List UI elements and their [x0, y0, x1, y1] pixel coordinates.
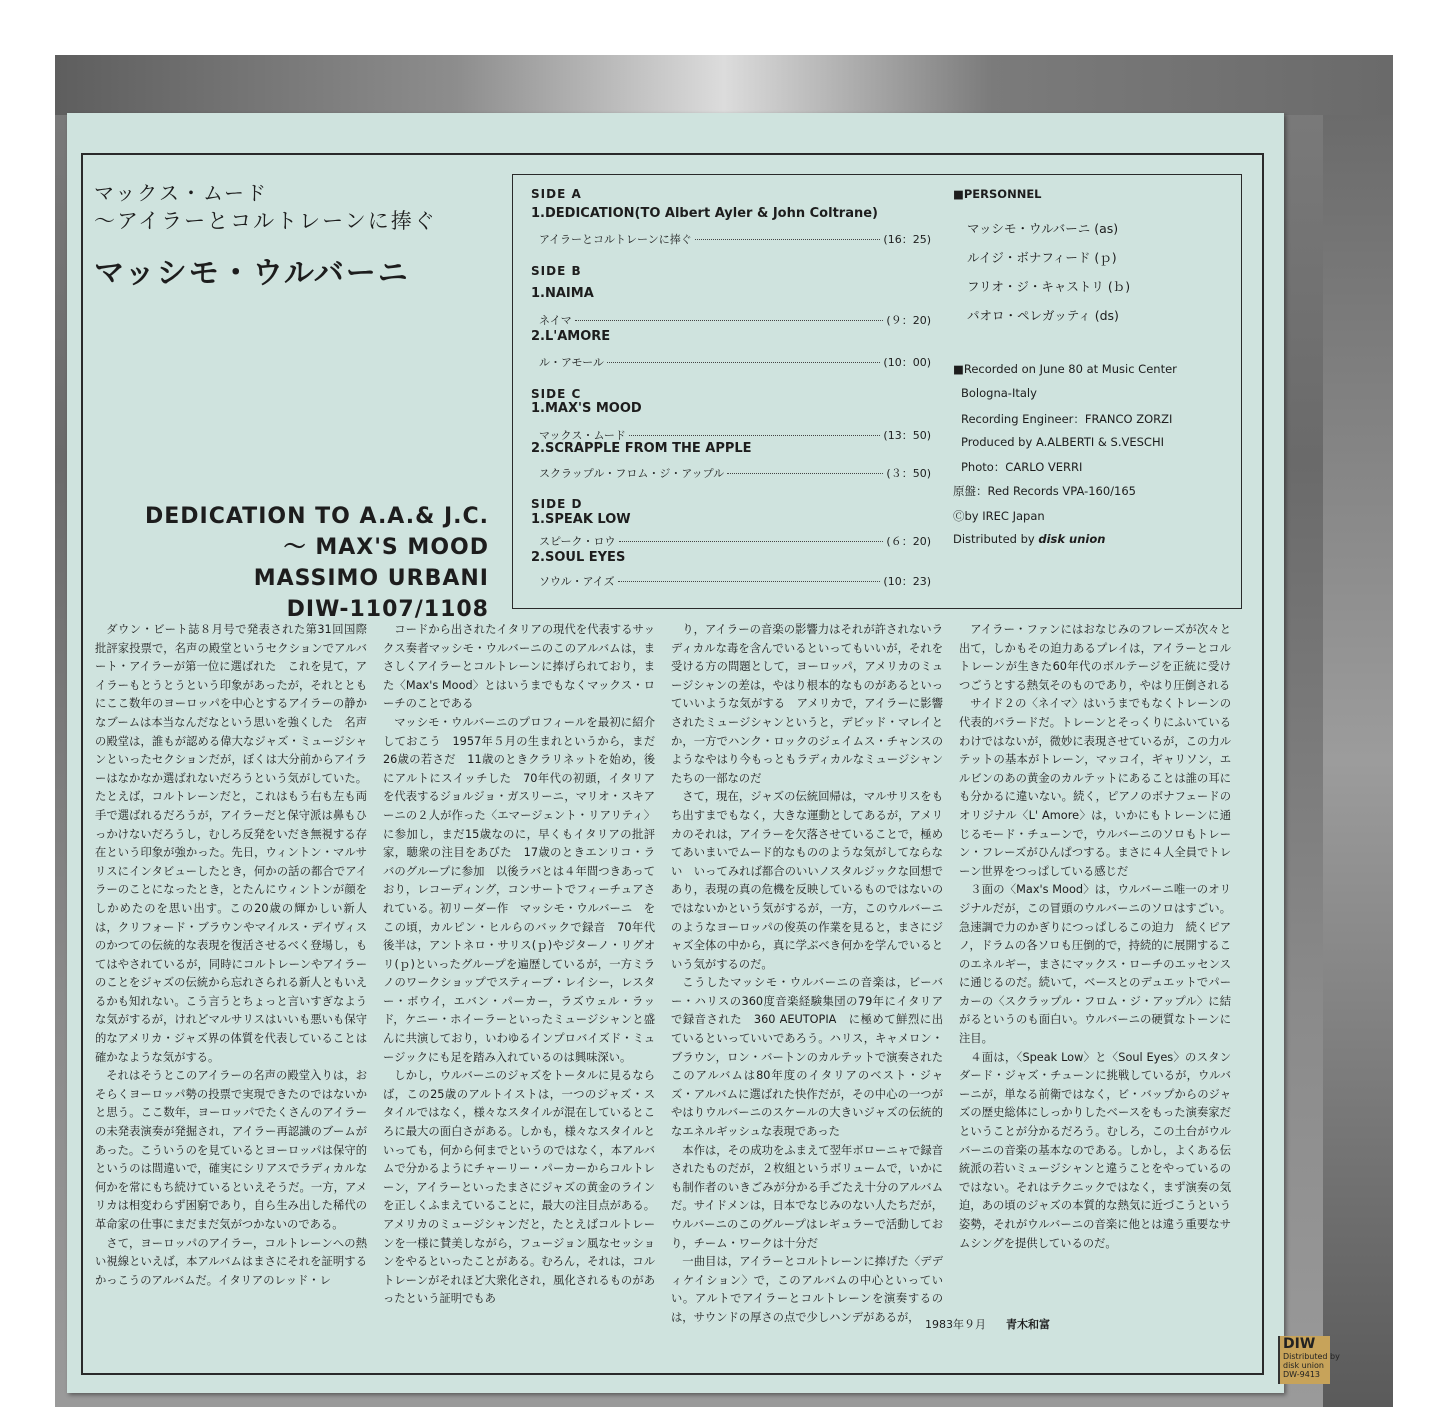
personnel-member: パオロ・ペレガッティ (ds)	[967, 308, 1119, 323]
track-time: (10：23)	[883, 575, 931, 588]
personnel-member: フリオ・ジ・キャストリ (ｂ)	[967, 279, 1131, 294]
track-jp: スピーク・ロウ	[539, 535, 616, 548]
notes-paragraph: コードから出されたイタリアの現代を代表するサックス奏者マッシモ・ウルバーニのこのアルバムは，まさしくアイラーとコルトレーンに捧げられており，また〈Max's Mood〉とはいうまでもなくマックス・ローチのことである	[383, 623, 655, 711]
side-label: SIDE B	[531, 264, 582, 278]
track-time: (10：00)	[883, 356, 931, 369]
notes-paragraph: 本作は，その成功をふまえて翌年ボローニャで録音されたものだが，２枚組というボリュームで，いかにも制作者のいきごみが分かる手ごたえ十分のアルバムだ。サイドメンは，日本でなじみのない人たちだが，ウルバーニのこのグループはレギュラーで活動しており，チーム・ワークは十分だ	[671, 1143, 943, 1250]
recording-engineer: Recording Engineer：FRANCO ZORZI	[961, 412, 1173, 426]
track-title: 1.SPEAK LOW	[531, 512, 631, 527]
notes-paragraph: さて，ヨーロッパのアイラー，コルトレーンへの熱い視線といえば，本アルバムはまさにそれを証明するかっこうのアルバムだ。イタリアのレッド・レ	[95, 1236, 367, 1287]
liner-notes-sheet	[67, 113, 1284, 1393]
side-label: SIDE D	[531, 497, 583, 511]
recorded-info: ■Recorded on June 80 at Music Center	[953, 362, 1177, 376]
track-title: 2.L'AMORE	[531, 329, 611, 344]
track-time: (13：50)	[883, 429, 931, 442]
copyright: Ⓒby IREC Japan	[953, 509, 1045, 523]
liner-notes-columns	[95, 621, 1245, 1341]
producer: Produced by A.ALBERTI & S.VESCHI	[961, 435, 1165, 449]
notes-paragraph: しかし，ウルバーニのジャズをトータルに見るならば，この25歳のアルトイストは，一つのジャズ・スタイルではなく，様々なスタイルが混在しているところに最大の面白さがある。しかも，様々なスタイルといっても，何から何までというのではなく，本アルバムで分かるようにチャーリー・パーカーからコルトレーン，アイラーといったまさにジャズの黄金のラインを正しくふまえていることに，最大の注目点がある。アメリカのミュージシャンだと，たとえばコルトレーンを一様に賛美しながら，フュージョン風なセッションをやるといったことがある。むろん，それは，コルトレーンがそれほど大衆化され，風化されるものがあったという証明でもあ	[383, 1069, 655, 1306]
track-title: 1.MAX'S MOOD	[531, 401, 642, 416]
personnel-heading: ■PERSONNEL	[953, 187, 1042, 201]
notes-paragraph: マッシモ・ウルバーニのプロフィールを最初に紹介しておこう 1957年５月の生まれというから，まだ26歳の若さだ 11歳のときクラリネットを始め，後にアルトにスイッチした 70年代の初頭，イタリアを代表するジョルジョ・ガスリーニ，マリオ・スキアーニの２人が作った〈エマージェント・リアリティ〉に参加し，まだ15歳なのに，早くもイタリアの批評家，聴衆の注目をあびた 17歳のときエンリコ・ラバのグループに参加 以後ラバとは４年間つきあっており，レコーディング，コンサートでフィーチュアされている。初リーダー作 マッシモ・ウルバーニ をこの頃，カルピン・ヒルらのバックで録音 70年代後半は，アントネロ・サリス(ｐ)やジターノ・リグオリ(ｐ)といったグループを遍歴しているが，一方ミラノのワークショップでスティーブ・レイシー，レスター・ボウイ，エバン・パーカー，ラズウェル・ラッド，ケニー・ホイーラーといったミュージシャンと盛んに共演しており，いわゆるインプロバイズド・ミュージックにも足を踏み入れているのは興味深い。	[383, 715, 655, 1064]
track-title: 1.DEDICATION(TO Albert Ayler & John Coltrane)	[531, 206, 878, 221]
notes-date: 1983年９月	[925, 1318, 986, 1331]
track-subline	[539, 231, 931, 247]
jp-title-line1: マックス・ムード	[94, 181, 268, 205]
notes-paragraph: ダウン・ビート誌８月号で発表された第31回国際批評家投票で，名声の殿堂というセクションでアルバート・アイラーが第一位に選ばれた これを見て，アイラーもとうとうという印象があったが，それとともにここ数年のヨーロッパを中心とするアイラーの静かなブームは本当なんだなという思いを強くした 名声の殿堂は，誰もが認める偉大なジャズ・ミュージシャンといったセクションだが，ぼくは大分前からアイラーはなかなか選ばれないだろうという気がしていた。たとえば，コルトレーンだと，これはもう右も左も両手で選ばれるだろうが，アイラーだと保守派は鼻もひっかけないだろうし，むしろ反発をいだき無視する存在という印象が強かった。先日，ウィントン・マルサリスにインタビューしたとき，何かの話の都合でアイラーのことになったとき，とたんにウィントンが顔をしかめたのを思い出す。この20歳の輝かしい新人は，クリフォード・ブラウンやマイルス・デイヴィスのかつての伝統的な表現を復活させるべく登場し，もてはやされているが，同時にコルトレーンやアイラーのことをジャズの伝統から忘れさられる新人ともいえるかも知れない。こう言うとちょっと言いすぎなような気がするが，けれどマルサリスはいいも悪いも保守的なアメリカ・ジャズ界の体質を代表していることは確かなような気がする。	[95, 623, 367, 1064]
jp-artist-name: マッシモ・ウルバーニ	[94, 256, 410, 291]
notes-paragraph: こうしたマッシモ・ウルバーニの音楽は，ビーバー・ハリスの360度音楽経験集団の79年にイタリアで録音された 360 AEUTOPIA に極めて鮮烈に出ているといっていいであろう。ハリス，キャメロン・ブラウン，ロン・バートンのカルテットで演奏されたこのアルバムは80年度のイタリアのベスト・ジャズ・アルバムに選ばれた快作だが，その中心の一つがやはりウルバーニのスケールの大きいジャズの伝統的なエネルギッシュな表現であった	[671, 976, 943, 1139]
track-jp: ネイマ	[539, 314, 572, 327]
notes-paragraph: ３面の〈Max's Mood〉は，ウルバーニ唯一のオリジナルだが，この冒頭のウルバーニのソロはすごい。急速調で力のかぎりにつっぱしるこの迫力 続くピアノ，ドラムの各ソロも圧倒的で，持続的に展開するこのエネルギー，まさにマックス・ローチのエッセンスに通じるのだ。続いて，ベースとのデュエットでパーカーの〈スクラップル・フロム・ジ・アップル〉に結がるというのも面白い。ウルバーニの硬質なトーンに注目。	[959, 883, 1231, 1046]
side-label: SIDE A	[531, 187, 582, 201]
track-time: (３：50)	[886, 467, 931, 480]
notes-paragraph: アイラー・ファンにはおなじみのフレーズが次々と出て，しかもその迫力あるプレイは，アイラーとコルトレーンが生きた60年代のボルテージを正統に受けつごうとする熱気そのものであり，やはり圧倒される	[959, 623, 1231, 692]
jp-title-line2: 〜アイラーとコルトレーンに捧ぐ	[94, 209, 437, 233]
sticker-text: Distributed by	[1283, 1352, 1340, 1361]
signature	[925, 1316, 1050, 1332]
notes-paragraph: さて，現在，ジャズの伝統回帰は，マルサリスをもち出すまでもなく，大きな運動としてあるが，アメリカのそれは，アイラーを欠落させていることで，極めてあいまいでムード的なもののような気がしてならない いってみれば都合のいいノスタルジックな回想であり，表現の真の危機を反映しているものではないのではないかという気がするが，一方，このウルバーニのようなヨーロッパの俊英の作業を見ると，まさにジャズ全体の中から，真に学ぶべき何かを学んでいるという気がするのだ。	[671, 790, 943, 971]
en-title-line: 〜 MAX'S MOOD	[283, 535, 489, 560]
notes-paragraph: り，アイラーの音楽の影響力はそれが許されないラディカルな毒を含んでいるといってもいいが，それを受ける方の問題として，ヨーロッパ，アメリカのミュージシャンの差は，やはり根本的なものがあるといっていいような気がする アメリカで，アイラーに影響されたミュージシャンというと，デビッド・マレイとか，一方でハンク・ロックのジェイムス・チャンスのようなやはり今もっともラディカルなミュージシャンたちの一部なのだ	[671, 623, 943, 785]
track-time: (９：20)	[886, 314, 931, 327]
track-title: 1.NAIMA	[531, 286, 594, 301]
distributor-sticker	[1278, 1336, 1340, 1384]
sleeve-glare	[55, 55, 1393, 115]
track-subline	[539, 312, 931, 328]
sticker-logo: DIW	[1283, 1336, 1316, 1352]
notes-column-4	[959, 621, 1231, 1253]
side-label: SIDE C	[531, 387, 582, 401]
notes-paragraph: ４面は，〈Speak Low〉と〈Soul Eyes〉のスタンダード・ジャズ・チューンに挑戦しているが，ウルバーニが，単なる前衛ではなく，ビ・バップからのジャズの歴史総体にしっかりしたベースをもった演奏家だということが分かるだろう。むしろ，この土台がウルバーニの音楽の基本なのである。しかし，よくある伝統派の若いミュージシャンと違うことをやっているのではない。それはテクニックではなく，まず演奏の気迫，あの頃のジャズの本質的な熱気に近づこうという姿勢，それがウルバーニの音楽に他とは違う重要なサムシングを提供しているのだ。	[959, 1050, 1231, 1250]
track-jp: マックス・ムード	[539, 429, 626, 442]
distributor-logo: disk union	[1038, 532, 1106, 546]
track-subline	[539, 354, 931, 370]
sticker-code: DW-9413	[1283, 1370, 1320, 1379]
english-title-block	[145, 501, 489, 625]
notes-column-3	[671, 621, 943, 1328]
notes-column-1	[95, 621, 367, 1290]
track-subline	[539, 533, 931, 549]
notes-paragraph: サイド２の〈ネイマ〉はいうまでもなくトレーンの代表的バラードだ。トレーンとそっくりにふいているわけではないが，微妙に表現させているが，この力ルテットの基本がトレーン，マッコイ，ギャリソン，エルビンのあの黄金のカルテットにあることは誰の耳にも分かるに違いない。続く，ピアノのボナフェードのオリジナル〈L' Amore〉は，いかにもトレーンに通じるモード・チューンで，ウルバーニのソロもトレーン・フレーズがひんぱつする。まさに４人全員でトレーン世界をつっぱしている感じだ	[959, 697, 1231, 878]
notes-column-2	[383, 621, 655, 1309]
track-jp: ル・アモール	[539, 356, 604, 369]
notes-paragraph: それはそうとこのアイラーの名声の殿堂入りは，おそらくヨーロッパ勢の投票で実現できたのではないかと思う。ここ数年，ヨーロッパでたくさんのアイラーの未発表演奏が発掘され，アイラー再認識のブームがあった。こういうのを見ているとヨーロッパは保守的というのは間違いで，確実にシリアスでラディカルな何かを常にもち続けているといえそうだ。一方，アメリカは相変わらず困窮であり，自ら生み出した稀代の革命家の仕事にまだまだ気がつかないのである。	[95, 1069, 367, 1231]
track-title: 2.SOUL EYES	[531, 550, 626, 565]
track-time: (６：20)	[886, 535, 931, 548]
track-time: (16：25)	[883, 233, 931, 246]
notes-author: 青木和富	[1006, 1318, 1050, 1331]
tracklist-box	[512, 174, 1242, 609]
recorded-location: Bologna-Italy	[961, 386, 1037, 400]
original-label: 原盤：Red Records VPA-160/165	[953, 484, 1136, 498]
track-subline	[539, 465, 931, 481]
personnel-member: マッシモ・ウルバーニ (as)	[967, 221, 1119, 236]
track-title: 2.SCRAPPLE FROM THE APPLE	[531, 441, 752, 456]
track-jp: スクラップル・フロム・ジ・アップル	[539, 467, 725, 480]
distributed-label: Distributed by	[953, 532, 1035, 546]
personnel-member: ルイジ・ボナフィード (ｐ)	[967, 250, 1117, 265]
en-title-line: DEDICATION TO A.A.& J.C.	[144, 504, 489, 529]
track-jp: ソウル・アイズ	[539, 575, 615, 588]
en-title-line: MASSIMO URBANI	[253, 566, 489, 591]
track-subline	[539, 573, 931, 589]
photo-credit: Photo：CARLO VERRI	[961, 460, 1083, 474]
track-jp: アイラーとコルトレーンに捧ぐ	[539, 233, 692, 246]
sticker-text: disk union	[1283, 1361, 1324, 1370]
distributed-line	[953, 532, 1105, 546]
catalog-number: DIW-1107/1108	[286, 597, 489, 622]
sleeve-photo-edge	[1323, 115, 1393, 1407]
notes-paragraph: 一曲目は，アイラーとコルトレーンに捧げた〈デディケイション〉で，このアルバムの中心といっていい。アルトでアイラーとコルトレーンを演奏するのは，サウンドの厚さの点で少しハンデがあるが，	[671, 1255, 943, 1324]
